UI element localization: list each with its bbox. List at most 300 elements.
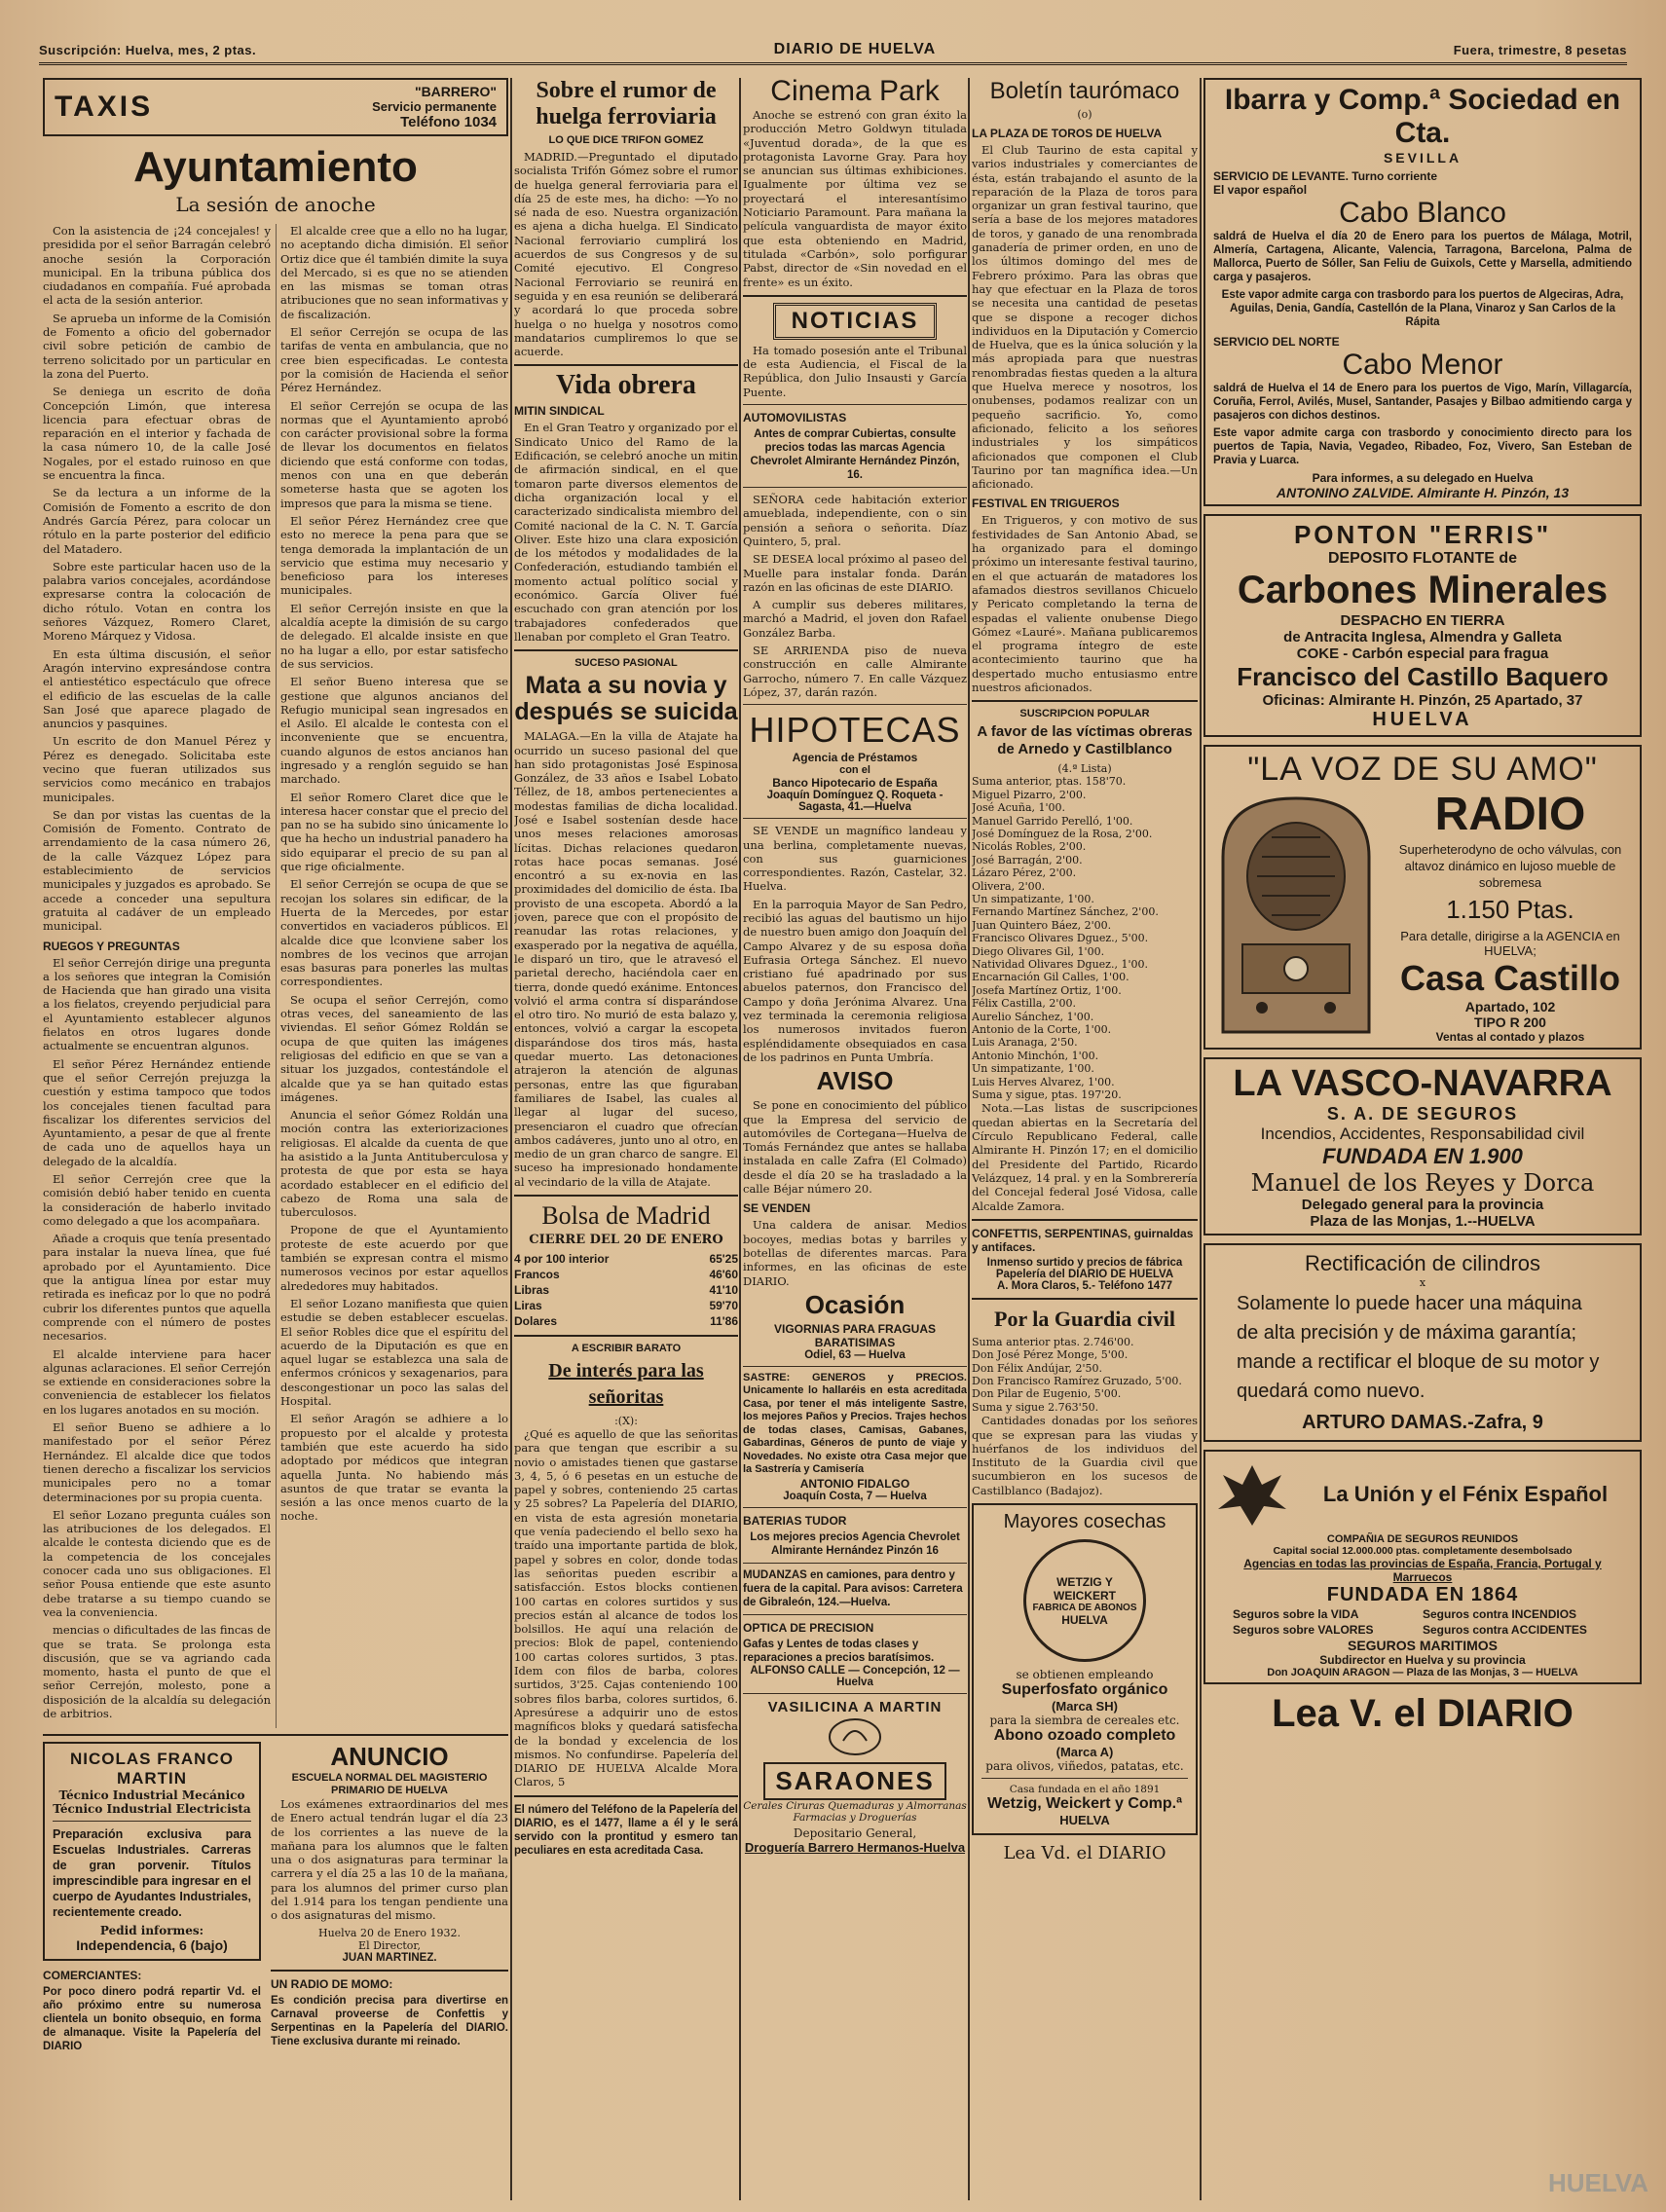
cosechas-line: se obtienen empleando (1016, 1668, 1154, 1682)
huelga-title: Sobre el rumor de huelga ferroviaria (536, 78, 717, 129)
cabo-blanco-title: Cabo Blanco (1339, 197, 1506, 229)
list-item: Suma anterior ptas. 2.746'00. (972, 1335, 1134, 1348)
paragraph: Se deniega un escrito de doña Concepción Limón, que interesa licencia para efectuar obras de reparación en el interior y fachada de la casa número 10, de la calle José Nogales, por el estado ruinoso en que se encuentra la finca. (43, 385, 271, 483)
vasco-address: Plaza de las Monjas, 1.--HUELVA (1310, 1213, 1536, 1230)
festival-heading: FESTIVAL EN TRIGUEROS (972, 497, 1120, 511)
ayuntamiento-subtitle: La sesión de anoche (175, 193, 376, 216)
list-item: Diego Olivares Gil, 1'00. (972, 944, 1105, 958)
carbones-title: Carbones Minerales (1237, 569, 1609, 611)
cilindros-ad (1203, 1243, 1642, 1442)
carbones-line: COKE - Carbón especial para fragua (1296, 645, 1549, 662)
suscripcion-label: SUSCRIPCION POPULAR (1019, 708, 1150, 720)
cosechas-line: HUELVA (1059, 1813, 1110, 1828)
aviso-text: Se pone en conocimiento del público que la Empresa del servicio de automóviles de Cortegana—Huelva de Tomás Fernández que antes se hallaba instalada en calle Zafra (El Colmado) desde el día 20 se ha trasladado a la calle Béjar número 20. (743, 1098, 967, 1197)
union-incendios: Seguros contra INCENDIOS (1423, 1607, 1577, 1621)
guardia-title: Por la Guardia civil (994, 1306, 1175, 1331)
list-item: Encarnación Gil Calles, 1'00. (972, 971, 1129, 984)
list-item: José Barragán, 2'00. (972, 853, 1083, 866)
union-accidentes: Seguros contra ACCIDENTES (1423, 1623, 1587, 1637)
carbones-address: Oficinas: Almirante H. Pinzón, 25 Apartado, 37 (1262, 692, 1583, 709)
paragraph: El señor Aragón se adhiere a lo propuesto por el alcalde y protesta también que este acuerdo ha sido adoptado por médicos que integran aquella Junta. No habiendo más asuntos de que tratar se evanta la sesión a las once menos cuarto de la noche. (280, 1412, 508, 1524)
divider (514, 364, 738, 366)
divider (514, 1195, 738, 1197)
divider (514, 649, 738, 651)
list-item: Un simpatizante, 1'00. (972, 1062, 1094, 1076)
taxis-ad (43, 78, 508, 136)
carbones-city: HUELVA (1372, 709, 1473, 730)
paragraph: El señor Romero Claret dice que le interesa hacer constar que el precio del pan no se ha subido sino únicamente lo que ha hecho un industrial panadero ha sido equiparar el precio de su pan al que rige oficialmente. (280, 790, 508, 874)
bolsa-row (514, 1282, 738, 1298)
list-item: José Acuña, 1'00. (972, 801, 1066, 815)
list-item: Juan Quintero Báez, 2'00. (972, 918, 1112, 932)
union-grid (1213, 1606, 1632, 1638)
radio-details (1388, 789, 1632, 1044)
divider (743, 1614, 967, 1615)
radio-apartado: Apartado, 102 (1464, 999, 1556, 1014)
list-item: Josefa Martínez Ortiz, 1'00. (972, 983, 1122, 997)
column-news-3 (743, 78, 967, 2200)
suscripcion-list (972, 775, 1198, 1101)
list-item: Lázaro Pérez, 2'00. (972, 866, 1077, 880)
paragraph: El señor Lozano pregunta cuáles son las atribuciones de los delegados. El alcalde le contesta diciendo que es de la competencia de los concejales conocer cada uno sus obligaciones. El señor Pousa entiende que este asunto debe tratarse a su tiempo cuando se vea la conveniencia. (43, 1507, 271, 1619)
divider (972, 700, 1198, 702)
list-item: Antonio Minchón, 1'00. (972, 1049, 1099, 1062)
divider (743, 704, 967, 705)
list-item: Don Félix Andújar, 2'50. (972, 1361, 1102, 1375)
paragraph: El alcalde cree que a ello no ha lugar, no aceptando dicha dimisión. El señor Ortiz dice que él también dimite la suya del Mercado, si es que no se atienden en las mismas se toman otras atribuciones que no sean informativas y de fiscalización. (280, 224, 508, 321)
taxis-name: TAXIS (55, 91, 154, 123)
list-item: Don Francisco Ramírez Gruzado, 5'00. (972, 1375, 1182, 1388)
header-masthead: DIARIO DE HUELVA (773, 41, 937, 57)
cilindros-text: Solamente lo puede hacer una máquina de alta precisión y de máxima garantía; mande a rectificar el bloque de su motor y quedará como nuevo. (1237, 1293, 1600, 1402)
bolsa-name: Dolares (514, 1314, 558, 1328)
header-subscription-remote: Fuera, trimestre, 8 pesetas (1453, 42, 1627, 57)
archive-watermark: HUELVA (1547, 2168, 1648, 2197)
confettis-address: Papelería del DIARIO DE HUELVA (995, 1268, 1174, 1280)
list-item: Suma y sigue 2.763'50. (972, 1400, 1099, 1414)
running-header (39, 37, 1627, 65)
divider (743, 295, 967, 297)
vasco-services: Incendios, Accidentes, Responsabilidad civil (1260, 1124, 1585, 1143)
radio-cabinet-icon (1213, 789, 1379, 1042)
anuncio-escuela (271, 1742, 508, 2053)
ibarra-title: Ibarra y Comp.ª Sociedad en Cta. (1224, 84, 1621, 149)
divider (972, 1298, 1198, 1300)
vasco-sub: S. A. DE SEGUROS (1326, 1104, 1519, 1124)
hipotecas-title: HIPOTECAS (749, 710, 961, 751)
barato-separator: :(X): (614, 1415, 638, 1427)
divider (981, 1778, 1188, 1779)
nicolas-franco-ad (43, 1742, 261, 2053)
list-item: Miguel Pizarro, 2'00. (972, 788, 1087, 801)
divider (271, 1970, 508, 1972)
union-fenix-ad (1203, 1450, 1642, 1684)
bolsa-title: Bolsa de Madrid (541, 1201, 711, 1230)
plaza-heading: LA PLAZA DE TOROS DE HUELVA (972, 127, 1163, 140)
huelga-subtitle: LO QUE DICE TRIFON GOMEZ (548, 134, 704, 146)
list-item: José Domínguez de la Rosa, 2'00. (972, 827, 1153, 840)
radio-momo-heading: UN RADIO DE MOMO: (271, 1976, 393, 1991)
guardia-text: Cantidades donadas por los señores que se expresan para las viudas y huérfanos de los individuos del Instituto de la Guardia civil que sucumbieron en los sucesos de Castilblanco (Badajoz). (972, 1414, 1198, 1497)
hipotecas-line: Banco Hipotecario de España (772, 776, 938, 791)
list-item: Olivera, 2'00. (972, 879, 1046, 893)
nicolas-address: Independencia, 6 (bajo) (76, 1937, 228, 1953)
union-title: La Unión y el Fénix Español (1322, 1482, 1609, 1506)
ocasion-sub: VIGORNIAS PARA FRAGUAS (773, 1321, 936, 1336)
paragraph: El señor Bueno se adhiere a lo manifestado por el señor Pérez Hernández. El alcalde dice que todos tienen derecho a fiscalizar los servicios municipales pero no a tomar determinaciones por su propia cuenta. (43, 1420, 271, 1504)
divider (972, 1219, 1198, 1221)
cosechas-ad (972, 1503, 1198, 1835)
divider (43, 1734, 508, 1736)
bolsa-name: 4 por 100 interior (514, 1252, 610, 1266)
ruegos-heading: RUEGOS Y PREGUNTAS (43, 939, 180, 953)
sastre-name: ANTONIO FIDALGO (799, 1476, 910, 1491)
auto-heading: AUTOMOVILISTAS (743, 411, 847, 425)
cosechas-line: Abono ozoado completo (993, 1727, 1176, 1745)
paragraph: Propone de que el Ayuntamiento proteste de este acuerdo por que también se expresan contra el mismo numerosos vecinos por estar aquellos alrededores muy habitados. (280, 1223, 508, 1293)
nicolas-informes: Pedid informes: (99, 1924, 204, 1937)
vasco-name: Manuel de los Reyes y Dorca (1250, 1169, 1595, 1197)
radio-contact: Para detalle, dirigirse a la AGENCIA en HUELVA; (1400, 929, 1620, 958)
divider (514, 1335, 738, 1337)
radio-store: Casa Castillo (1399, 958, 1621, 998)
column-divider (968, 78, 970, 2200)
list-item: Francisco Olivares Dguez., 5'00. (972, 932, 1149, 945)
list-item: Un simpatizante, 1'00. (972, 892, 1094, 905)
suceso-text: MALAGA.—En la villa de Atajate ha ocurrido un suceso pasional del que han sido protagonistas José Espinosa González, de 33 años e Isabel Lobato Téllez, de 18, ambos pertenecientes a modestas familias de dicha localidad. José e Isabel sostenían desde hace unos meses relaciones amorosas lícitas. Dichas relaciones quedaron rotas hace pocas semanas. José encontró a su ex-novia en las proximidades del domicilio de ésta. Iba provisto de una escopeta. Abordó a la joven, parece que con el propósito de reanudar las rotas relaciones, y exasperado por la negativa de aquélla, le disparó un tiro, que le atravesó el parietal derecho, haciéndola caer en tierra, donde quedó exánime. Entonces volvió el arma contra sí disparándose el otro tiro. No murió de esta balazo y, entonces, volvió a cargar la escopeta disparándose dos tiros más, hasta quedar muerto. Las detonaciones atrajeron la atención de algunas personas, entre las que figuraban familiares de Isabel, las cuales al llegar al lugar del suceso, presenciaron el cuadro que ofrecían ambos cadáveres, junto uno al otro, en medio de un gran charco de sangre. El suceso ha impresionado hondamente al vecindario de la villa de Atajate. (514, 729, 738, 1189)
list-item: Nicolás Robles, 2'00. (972, 840, 1087, 854)
list-item: Don Pilar de Eugenio, 5'00. (972, 1387, 1122, 1401)
lea-diario-title: Lea V. el DIARIO (1272, 1692, 1573, 1735)
divider (743, 1693, 967, 1694)
cabo-menor-text: saldrá de Huelva el 14 de Enero para los puertos de Vigo, Marín, Villagarcía, Coruña, Ferrol, Avilés, Musel, Santander, Pasajes y Bilbao admitiendo carga y pasajeros con dichos destinos. (1213, 383, 1632, 422)
cabo-blanco-text2: Este vapor admite carga con trasbordo para los puertos de Algeciras, Adra, Aguilas, Denia, Gandía, Castellón de la Plana, Vinaroz y San Carlos de la Rápita (1221, 289, 1624, 328)
list-item: Natividad Olivares Dguez., 1'00. (972, 957, 1148, 971)
sastre-text: SASTRE: GENEROS y PRECIOS. Unicamente lo hallaréis en esta acreditada Casa, por tener el más inteligente Sastre, los mejores Paños y Precios. Trajes hechos de todas clases, Camisas, Gabanes, Gabardinas, Géneros de punto de viaje y Novedades. No existe otra Casa mejor que la Sastrería y Camisería (743, 1371, 967, 1476)
cosechas-line: Casa fundada en el año 1891 (1009, 1784, 1161, 1796)
paragraph: En esta última discusión, el señor Aragón intervino expresándose contra el antiestético espectáculo que ofrece el edificio de las escuelas de la calle San José que aparece plagado de anuncios y pasquines. (43, 646, 271, 731)
suceso-title: Mata a su novia y después se suicida (514, 672, 738, 726)
boletin-title: Boletín taurómaco (989, 78, 1180, 104)
bolsa-name: Libras (514, 1283, 550, 1297)
taxis-service: Servicio permanente (372, 99, 497, 114)
cinema-title: Cinema Park (770, 78, 940, 107)
wetzig-logo-sub: FABRICA DE ABONOS (1032, 1602, 1137, 1613)
saraones-sub2: Farmacias y Droguerías (793, 1811, 917, 1824)
vasilicina-title: VASILICINA A MARTIN (767, 1698, 943, 1715)
union-maritimos: SEGUROS MARITIMOS (1347, 1638, 1498, 1653)
wetzig-logo-city: HUELVA (1061, 1612, 1108, 1627)
ayuntamiento-title: Ayuntamiento (133, 143, 418, 191)
guardia-list (972, 1336, 1198, 1414)
union-line: COMPAÑIA DE SEGUROS REUNIDOS (1326, 1533, 1519, 1545)
cabo-menor-title: Cabo Menor (1342, 349, 1503, 381)
carbones-name: Francisco del Castillo Baquero (1237, 662, 1609, 691)
paragraph: El señor Pérez Hernández cree que esto no merece la pena para que se tenga demorada la implantación de un servicio que estima muy necesario y beneficioso para los intereses municipales. (280, 513, 508, 598)
radio-plazos: Ventas al contado y plazos (1435, 1030, 1585, 1044)
list-item: Félix Castilla, 2'00. (972, 997, 1076, 1011)
suscripcion-list-label: (4.ª Lista) (1057, 762, 1112, 776)
optica-heading: OPTICA DE PRECISION (743, 1620, 874, 1635)
list-item: Don José Pérez Monge, 5'00. (972, 1348, 1129, 1362)
mitin-heading: MITIN SINDICAL (514, 404, 605, 419)
list-item: Suma y sigue, ptas. 197'20. (972, 1088, 1122, 1102)
union-line: Agencias en todas las provincias de España, Francia, Portugal y Marruecos (1243, 1557, 1602, 1584)
vida-obrera-title: Vida obrera (556, 370, 696, 401)
paragraph: El señor Cerrejón cree que la comisión debió haber tenido en cuenta la consideración de haberlo invitado como delegado a que los acompañara. (43, 1172, 271, 1228)
barato-title: De interés para las señoritas (548, 1360, 704, 1408)
radio-momo-text: Es condición precisa para divertirse en Carnaval proveerse de Confettis y Serpentinas en la Papelería del DIARIO. Tiene exclusiva durante mi reinado. (271, 1994, 508, 2047)
cosechas-line: (Marca A) (1055, 1745, 1114, 1760)
radio-description: Superheterodyno de ocho válvulas, con altavoz dinámico en lujoso mueble de sobremesa (1398, 842, 1622, 890)
paragraph: El señor Cerrejón se ocupa de las tarifas de venta en ambulancia, que no cree bien especificadas. Le contesta por la comisión de Hacienda el señor Pérez Hernández. (280, 325, 508, 395)
wetzig-logo (1023, 1539, 1146, 1662)
ayuntamiento-body (43, 224, 508, 1728)
vapor-label: El vapor español (1213, 183, 1308, 197)
bolsa-value: 65'25 (709, 1252, 738, 1266)
vasco-navarra-ad (1203, 1057, 1642, 1235)
pharmacy-logo-icon (826, 1715, 884, 1758)
bolsa-row (514, 1313, 738, 1329)
nicolas-line: Técnico Industrial Mecánico (58, 1788, 245, 1802)
list-item: Fernando Martínez Sánchez, 2'00. (972, 905, 1159, 919)
ocasion-price: BARATISIMAS (814, 1335, 896, 1349)
column-divider (510, 78, 512, 2200)
list-item: Aurelio Sánchez, 1'00. (972, 1010, 1094, 1023)
paragraph: El señor Cerrejón se ocupa de que se recojan los solares sin edificar, de la Huerta de la Mercedes, por estar convertidos en vaciaderos públicos. El alcalde dice que lconviene saber los nombres de los vecinos que arrojan esas basuras para ponerles las multas correspondientes. (280, 877, 508, 989)
vende-text: SE VENDE un magnífico landeau y una berlina, completamente nuevas, con sus guarniciones correspondientes. Razón, Castelar, 32. Huelva. (743, 824, 967, 894)
nicolas-line: Técnico Industrial Electricista (53, 1802, 251, 1816)
column-divider (1200, 78, 1202, 2200)
noticias-title: NOTICIAS (773, 303, 938, 340)
carbones-line: de Antracita Inglesa, Almendra y Galleta (1283, 629, 1562, 645)
radio-body (1213, 789, 1632, 1044)
vasco-title: LA VASCO-NAVARRA (1233, 1063, 1612, 1104)
sastre-address: Joaquín Costa, 7 — Huelva (783, 1490, 927, 1502)
suceso-label: SUCESO PASIONAL (574, 657, 678, 670)
paragraph: Un escrito de don Manuel Pérez y Pérez es denegado. Solicitaba este vecino que fueran utilizados sus servicios como mecánico en trabajos municipales. (43, 734, 271, 804)
wetzig-logo-name: WETZIG Y WEICKERT (1054, 1574, 1116, 1603)
carbones-line: DESPACHO EN TIERRA (1340, 612, 1505, 629)
hipotecas-line: Agencia de Préstamos (792, 751, 918, 765)
confettis-heading: CONFETTIS, SERPENTINAS, guirnaldas y antifaces. (972, 1226, 1194, 1254)
radio-price: 1.150 Ptas. (1446, 895, 1574, 924)
paragraph: El señor Pérez Hernández entiende que el señor Cerrejón prejuzga la cuestión y estima tampoco que todos los concejales tienen facultad para fiscalizar los diferentes servicios del Ayuntamiento, a pesar de que al frente de cada uno de aquellos haya un delegado de la alcaldía. (43, 1056, 271, 1168)
aviso-title: AVISO (816, 1066, 894, 1096)
union-valores: Seguros sobre VALORES (1233, 1623, 1374, 1637)
cosechas-line: (Marca SH) (1052, 1699, 1118, 1714)
paragraph: El señor Bueno interesa que se gestione que algunos ancianos del Refugio municipal sean ingresados en el Asilo. El alcalde le contesta con el inconveniente que se encuentra, cuando algunos de estos ancianos han ingresado y a renglón seguido se han marchado. (280, 675, 508, 787)
festival-text: En Trigueros, y con motivo de sus festividades de San Antonio Abad, se ha organizado para el domingo próximo un interesante festival taurino, en el que actuarán de matadores los afamados diestros sevillanos Chicuelo y Pericato completando la terna de espadas el valiente onubense Diego Gómez «Lauré». Mañana publicaremos el programa íntegro de este acontecimiento taurino que ha despertado mucho entusiasmo entre nuestros aficionados. (972, 513, 1198, 694)
boletin-separator: (o) (1077, 108, 1092, 121)
divider (743, 404, 967, 405)
header-subscription-local: Suscripción: Huelva, mes, 2 ptas. (39, 42, 257, 57)
divider (743, 1507, 967, 1508)
nicolas-name: NICOLAS FRANCO MARTIN (70, 1750, 234, 1788)
baterias-text: Los mejores precios Agencia Chevrolet Almirante Hernández Pinzón 16 (750, 1530, 960, 1557)
barato-label: A ESCRIBIR BARATO (571, 1343, 682, 1354)
cabo-blanco-text: saldrá de Huelva el día 20 de Enero para los puertos de Málaga, Motril, Almería, Cartagena, Alicante, Valencia, Tarragona, Barcelona, Palma de Mallorca, Puerto de Sóller, San Feliu de Guixols, Cette y Marsella, admitiendo carga y pasajeros. (1213, 231, 1632, 283)
paragraph: Sobre este particular hacen uso de la palabra varios concejales, acordándose expresarse contra la colocación de dicho rótulo. Votan en contra los señores Vázquez, Romero Claret, Moreno Márquez y Vidosa. (43, 559, 271, 644)
saraones-ad (743, 1699, 967, 1855)
voz-amo-ad (1203, 745, 1642, 1050)
divider (743, 1563, 967, 1564)
phoenix-emblem-icon (1213, 1456, 1291, 1533)
bolsa-row (514, 1251, 738, 1267)
telefono-notice: El número del Teléfono de la Papelería del DIARIO, es el 1477, llame a él y le será servido con la prontitud y esmero tan peculiares en esta acreditada Casa. (514, 1803, 738, 1857)
cilindros-separator: x (1419, 1276, 1426, 1289)
hipotecas-line: Joaquín Domínguez Q. Roqueta - Sagasta, 41.—Huelva (766, 790, 944, 814)
ibarra-ad (1203, 78, 1642, 506)
divider (743, 487, 967, 488)
bolsa-name: Liras (514, 1299, 542, 1312)
divider (514, 1795, 738, 1797)
radio-tipo: TIPO R 200 (1474, 1014, 1546, 1030)
venden-text: Una caldera de anisar. Medios bocoyes, medias botas y barriles y botellas de diferentes marcas. Para informes, en las oficinas de este DIARIO. (743, 1218, 967, 1288)
bolsa-value: 59'70 (709, 1299, 738, 1312)
cilindros-name: ARTURO DAMAS.-Zafra, 9 (1302, 1412, 1543, 1433)
mitin-text: En el Gran Teatro y organizado por el Sindicato Unico del Ramo de la Edificación, se celebró anoche un mitin de afirmación sindical, en el que tomaron parte diversos elementos de dicha organización local y el caracterizado sindicalista miembro del Comité nacional de la C. N. T. García Oliver. Este hizo una clara exposición de los métodos y modalidades de la Confederación, estudiando también el momento actual político social y económico. García Oliver fué escuchado con gran atención por los trabajadores confederados que llenaban por completo el Gran Teatro. (514, 421, 738, 644)
list-item: Luis Aranaga, 2'50. (972, 1036, 1078, 1050)
radio-title: RADIO (1434, 789, 1586, 840)
noticias-banner (743, 303, 967, 340)
anuncio-text: Los exámenes extraordinarios del mes de Enero actual tendrán lugar el día 23 de los corrientes a las nueve de la mañana para los alumnos que le falten una o dos asignaturas para terminar la carrera y el día 25 a las 10 de la mañana, para los alumnos del primer curso plan del 1.914 para los tengan pendiente una o dos asignaturas del mismo. (271, 1797, 508, 1923)
union-fundada: FUNDADA EN 1864 (1326, 1584, 1519, 1605)
baterias-heading: BATERIAS TUDOR (743, 1513, 847, 1528)
taxis-barrero: "BARRERO" (414, 84, 497, 99)
norte-label: SERVICIO DEL NORTE (1213, 335, 1340, 349)
bolsa-value: 41'10 (709, 1283, 738, 1297)
cosechas-line: para la siembra de cereales etc. (989, 1714, 1180, 1728)
union-sub: Subdirector en Huelva y su provincia (1319, 1653, 1526, 1667)
bolsa-name: Francos (514, 1268, 560, 1281)
list-item: Manuel Garrido Perelló, 1'00. (972, 814, 1133, 828)
paragraph: El señor Cerrejón se ocupa de las normas que el Ayuntamiento aprobó con carácter provisional sobre la forma de llevar los documentos en fielatos diciendo que está conforme con todas, menos con una en que deberán someterse hasta que se agoten los impresos que para la misma se tiene. (280, 398, 508, 510)
column-ads (1203, 78, 1642, 2200)
paragraph: Con la asistencia de ¡24 concejales! y presidida por el señor Barragán celebró anoche sesión la Corporación municipal. En la tribuna pública dos ciudadanos en compañía. Fué aprobada el acta de la sesión anterior. (43, 224, 271, 308)
divider (743, 818, 967, 819)
paragraph: El señor Lozano manifiesta que quien estudie se deben establecer escuelas. El señor Robles dice que el espíritu del acuerdo de la Diputación es que en aquel lugar se establezca una sala de enfermos crónicos y sexagenarios, para descongestionar un poco las salas del Hospital. (280, 1296, 508, 1409)
parroquia-text: En la parroquia Mayor de San Pedro, recibió las aguas del bautismo un hijo de nuestro buen amigo don Joaquín del Campo Alvarez y de su esposa doña Eufrasia Ortega Sánchez. El nuevo cristiano fué apadrinado por sus abuelos paternos, don Francisco del Campo y doña Jerónima Alvarez. Una vez terminada la ceremonia religiosa los numerosos invitados fueron espléndidamente obsequiados en casa de los padrinos en Punta Umbría. (743, 897, 967, 1064)
comerciantes-text: Por poco dinero podrá repartir Vd. el año próximo entre su numerosa clientela un bonito obsequio, en forma de almanaque. Visite la Papelería del DIARIO (43, 1986, 261, 2052)
huelga-text: MADRID.—Preguntado el diputado socialista Trifón Gómez sobre el rumor de huelga general ferroviaria para el día 25 de este mes, ha dicho: —Yo no sé nada de eso. Nuestra organización es ajena a dicha huelga. El Sindicato Nacional ferroviario cumplirá los acuerdos de sus Congresos y de su Comité ejecutivo. El Congreso Nacional Ferroviario se reunirá en seguida y en esa reunión se deliberará y acordará lo que proceda sobre huelga o no huelga y nosotros como mandatarios cumpliremos lo que se acuerde. (514, 150, 738, 359)
paragraph: Se da lectura a un informe de la Comisión de Fomento a escrito de don Andrés García Pérez, para colocar un rótulo en la parte posterior del edificio del Matadero. (43, 486, 271, 556)
paragraph: Se aprueba un informe de la Comisión de Fomento a oficio del gobernador civil sobre petición de cambio de terreno solicitado por un particular en la zona del Puerto. (43, 311, 271, 381)
nicolas-box (43, 1742, 261, 1961)
venden-heading: SE VENDEN (743, 1201, 811, 1216)
paragraph: Se ocupa el señor Cerrejón, como otras veces, del saneamiento de las viviendas. El señor Gómez Roldán se ocupa de que quiten las imágenes religiosas del edificio en que se van a situar los juzgados, contestándole el alcalde que ya se han quitado estas imágenes. (280, 992, 508, 1104)
paragraph: Añade a croquis que tenía presentado para instalar la nueva línea, que fué aprobado por el Ayuntamiento. Dice que la antigua línea por estar muy retirada es ineficaz por lo que no podrá cubrir los diferentes puntos que aquella comprende con el número de postes necesarios. (43, 1232, 271, 1344)
barato-text: ¿Qué es aquello de que las señoritas para que tengan que escribir a su novio o amistades tienen que gastarse 3, 4, 5, ó 6 pesetas en un estuche de papel y sobres, conteniendo 25 cartas y 25 sobres? La Papelería del DIARIO, en vista de esta agresión monetaria que venía padeciendo el bello sexo ha traído una importante partida de blok, papel y sobres en color, donde todas las señoritas pueden escribir a satisfacción. Estos blocks contienen 100 cartas en colores surtidos y sus precios están al alcance de todos los bolsillos. He aquí una relación de precios: Blok de papel, conteniendo 100 cartas colores surtidos, 3 ptas. Idem con filos de barba, colores surtidos, 3'25. Cajas conteniendo 100 sobres filos barba, colores surtidos, 6. Apresúrese a adquirir uno de estos magníficos bloks y quedará satisfecha de la bondad y excelencia de los mismos. No confundirse. Papelería del DIARIO DE HUELVA Alcalde Mora Claros, 5 (514, 1427, 738, 1789)
saraones-drogueria: Droguería Barrero Hermanos-Huelva (744, 1839, 966, 1855)
cumplir-text: A cumplir sus deberes militares, marchó a Madrid, el joven don Rafael González Barba. (743, 598, 967, 640)
union-line: Capital social 12.000.000 ptas. completamente desembolsado (1273, 1545, 1573, 1557)
column-ayuntamiento (43, 78, 508, 2200)
list-item: Suma anterior, ptas. 158'70. (972, 775, 1127, 789)
levante-label: SERVICIO DE LEVANTE. Turno corriente (1213, 169, 1438, 183)
ocasion-address: Odiel, 63 — Huelva (804, 1348, 906, 1361)
cinema-text: Anoche se estrenó con gran éxito la producción Metro Goldwyn titulada «Juventud dorada», de la que es protagonista Lavorne Gray. Para hoy se anuncian sus últimas exhibiciones. Igualmente por última vez se proyectará el interesantísimo Noticiario Paramount. Para mañana la película vanguardista de mayor éxito que esta obteniendo en Madrid, titulada «Carbón», solo porfigurar Pabst, director de «Sin novedad en el frente» es un éxito. (743, 108, 967, 289)
suscripcion-nota: Nota.—Las listas de suscripciones quedan abiertas en la Secretaría del Círculo Republicano Federal, calle Almirante H. Pinzón 17; en el domicilio del Presidente del Partido, Ricardo Velázquez, 14 pral. y en la Sombrerería del Concejal federal José Vidosa, calle Alcalde Zamora. (972, 1101, 1198, 1213)
cosechas-line: Superfosfato orgánico (1001, 1681, 1168, 1699)
paragraph: El señor Cerrejón dirige una pregunta a los señores que integran la Comisión de Hacienda que han girado una visita a los fielatos, creyendo perjudicial para el Ayuntamiento establecer algunos fielatos en otros lugares donde actualmente se encuentran algunos. (43, 955, 271, 1053)
cosechas-line: para olivos, viñedos, patatas, etc. (985, 1759, 1184, 1774)
ponton-ad (1203, 514, 1642, 737)
noticias-text: Ha tomado posesión ante el Tribunal de esta Audiencia, el Fiscal de la República, don Julio Insausti y García Puente. (743, 343, 967, 399)
divider (53, 1821, 251, 1822)
optica-address: ALFONSO CALLE — Concepción, 12 — Huelva (750, 1664, 960, 1688)
union-name: Don JOAQUIN ARAGON — Plaza de las Monjas, 3 — HUELVA (1267, 1667, 1578, 1678)
cilindros-title: Rectificación de cilindros (1304, 1251, 1541, 1275)
union-header (1213, 1456, 1632, 1533)
column-news-4 (972, 78, 1198, 2200)
mudanzas-text: MUDANZAS en camiones, para dentro y fuera de la capital. Para avisos: Carretera de Gibraleón, 124.—Huelva. (743, 1568, 963, 1608)
vasco-fundada: FUNDADA EN 1.900 (1322, 1144, 1523, 1168)
list-item: Antonio de la Corte, 1'00. (972, 1023, 1112, 1036)
bolsa-value: 11'86 (710, 1314, 738, 1328)
bolsa-row (514, 1267, 738, 1282)
paragraph: Se dan por vistas las cuentas de la Comisión de Fomento. Contrato de arrendamiento de la casa número 26, de la calle Vázquez López para establecimiento de servicios municipales y juzgados es aprobado. Se accede a conceder una sepultura gratuita al cadáver de un empleado municipal. (43, 807, 271, 934)
bolsa-row (514, 1298, 738, 1313)
saraones-depositario: Depositario General, (793, 1825, 917, 1840)
suscripcion-title: A favor de las víctimas obreras de Arnedo y Castilblanco (977, 723, 1193, 758)
ocasion-title: Ocasión (804, 1289, 906, 1319)
confettis-text: Inmenso surtido y precios de fábrica (986, 1256, 1183, 1269)
vasco-delegado: Delegado general para la provincia (1301, 1197, 1544, 1213)
bolsa-subtitle: CIERRE DEL 20 DE ENERO (529, 1233, 723, 1247)
hipotecas-line: con el (839, 764, 870, 777)
auto-text: Antes de comprar Cubiertas, consulte precios todas las marcas Agencia Chevrolet Almirante Hernández Pinzón, 16. (750, 428, 960, 482)
union-vida: Seguros sobre la VIDA (1233, 1607, 1359, 1621)
cosechas-title: Mayores cosechas (1003, 1511, 1166, 1533)
comerciantes-heading: COMERCIANTES: (43, 1969, 142, 1982)
senora-text: SEÑORA cede habitación exterior amueblada, independiente, con o sin pensión a señora o señorita. Díaz Quintero, 5, pral. (743, 493, 967, 548)
ibarra-info: Para informes, a su delegado en Huelva (1312, 471, 1534, 485)
taxis-phone: Teléfono 1034 (400, 114, 497, 130)
voz-title: "LA VOZ DE SU AMO" (1247, 751, 1598, 788)
bolsa-table (514, 1251, 738, 1329)
column-news-2 (514, 78, 738, 2200)
anuncio-subtitle: ESCUELA NORMAL DEL MAGISTERIO PRIMARIO DE HUELVA (291, 1772, 488, 1796)
column-divider (739, 78, 741, 2200)
ponton-title: PONTON "ERRIS" (1293, 520, 1552, 549)
divider (743, 1366, 967, 1367)
plaza-text: El Club Taurino de esta capital y varios industriales y comerciantes de ésta, están trabajando el asunto de la reparación de la Plaza de toros para organizar un gran festival taurino, que sería a base de los mejores matadores de toros, y ganado de una renombrada ganadería de primer orden, en uno de los últimos domingo del mes de Febrero próximo. Para las obras que hay que efectuar en la Plaza de toros se necesita una cantidad de pesetas que se dispone a recoger dichos individuos en la Diputación y Comercio de Huelva, que es la única solución y la más apropiada para que nuestras renombradas fiestas queden a la altura que Huelva merece y nosotros, los onubenses, podamos realizar con un pequeño sacrificio. Yo, como aficionado, felicito a los señores industriales y los simpáticos aficionados que componen el Club Taurino por tan magnífica idea.—Un aficionado. (972, 143, 1198, 492)
anuncio-director-label: El Director, (358, 1938, 421, 1952)
saraones-title: SARAONES (763, 1762, 945, 1800)
list-item: Luis Herves Alvarez, 1'00. (972, 1075, 1115, 1088)
saraones-sub: Cerales Ciruras Quemaduras y Almorranas (743, 1799, 967, 1812)
anuncio-date: Huelva 20 de Enero 1932. (317, 1926, 461, 1939)
paragraph: mencias o dificultades de las fincas de que se trata. Se prolonga esta discusión, que se va agriando cada momento, hasta el punto de que el señor Cerrejón, molesto, pone a disposición de la alcaldía su delegación de arbitrios. (43, 1623, 271, 1720)
nicolas-text: Preparación exclusiva para Escuelas Industriales. Carreras de gran porvenir. Títulos imprescindible para ingresar en el cuerpo de Ayudantes Industriales, recientemente creado. (53, 1827, 251, 1919)
ibarra-agent: ANTONINO ZALVIDE. Almirante H. Pinzón, 13 (1276, 485, 1570, 500)
optica-text: Gafas y Lentes de todas clases y reparaciones a precios baratísimos. (743, 1638, 935, 1664)
column-1-bottom (43, 1742, 508, 2053)
taxis-details (372, 84, 497, 130)
paragraph: El señor Cerrejón insiste en que la alcaldía acepte la dimisión de su cargo de delegado. El alcalde insiste en que no ha lugar a ello, por estar satisfecho de sus servicios. (280, 601, 508, 671)
anuncio-director-name: JUAN MARTINEZ. (342, 1951, 437, 1964)
cabo-menor-text2: Este vapor admite carga con trasbordo y conocimiento directo para los puertos de Tapia, Navia, Vegadeo, Ribadeo, Foz, Vivero, San Esteban de Pravia y Luarca. (1213, 427, 1632, 466)
paragraph: El alcalde interviene para hacer algunas aclaraciones. El señor Cerrejón se extiende en consideraciones sobre la conveniencia de establecer los fielatos en los lugares anotados en su moción. (43, 1346, 271, 1417)
anuncio-title: ANUNCIO (330, 1742, 449, 1771)
ibarra-city: SEVILLA (1383, 150, 1462, 166)
arrienda-text: SE ARRIENDA piso de nueva construcción en calle Almirante Garrocho, número 7. En calle Vázquez López, 37, darán razón. (743, 644, 967, 699)
bolsa-value: 46'60 (709, 1268, 738, 1281)
lea-diario-footer: Lea Vd. el DIARIO (1003, 1843, 1166, 1864)
paragraph: Anuncia el señor Gómez Roldán una moción contra las exteriorizaciones religiosas. El alcalde da cuenta de que ha asistido a la Junta Antituberculosa y protesta de que por esta se haya acordado establecer en el edificio del cabezo de Roma una sala de tuberculosos. (280, 1108, 508, 1220)
cosechas-line: Wetzig, Weickert y Comp.ª (986, 1795, 1183, 1813)
